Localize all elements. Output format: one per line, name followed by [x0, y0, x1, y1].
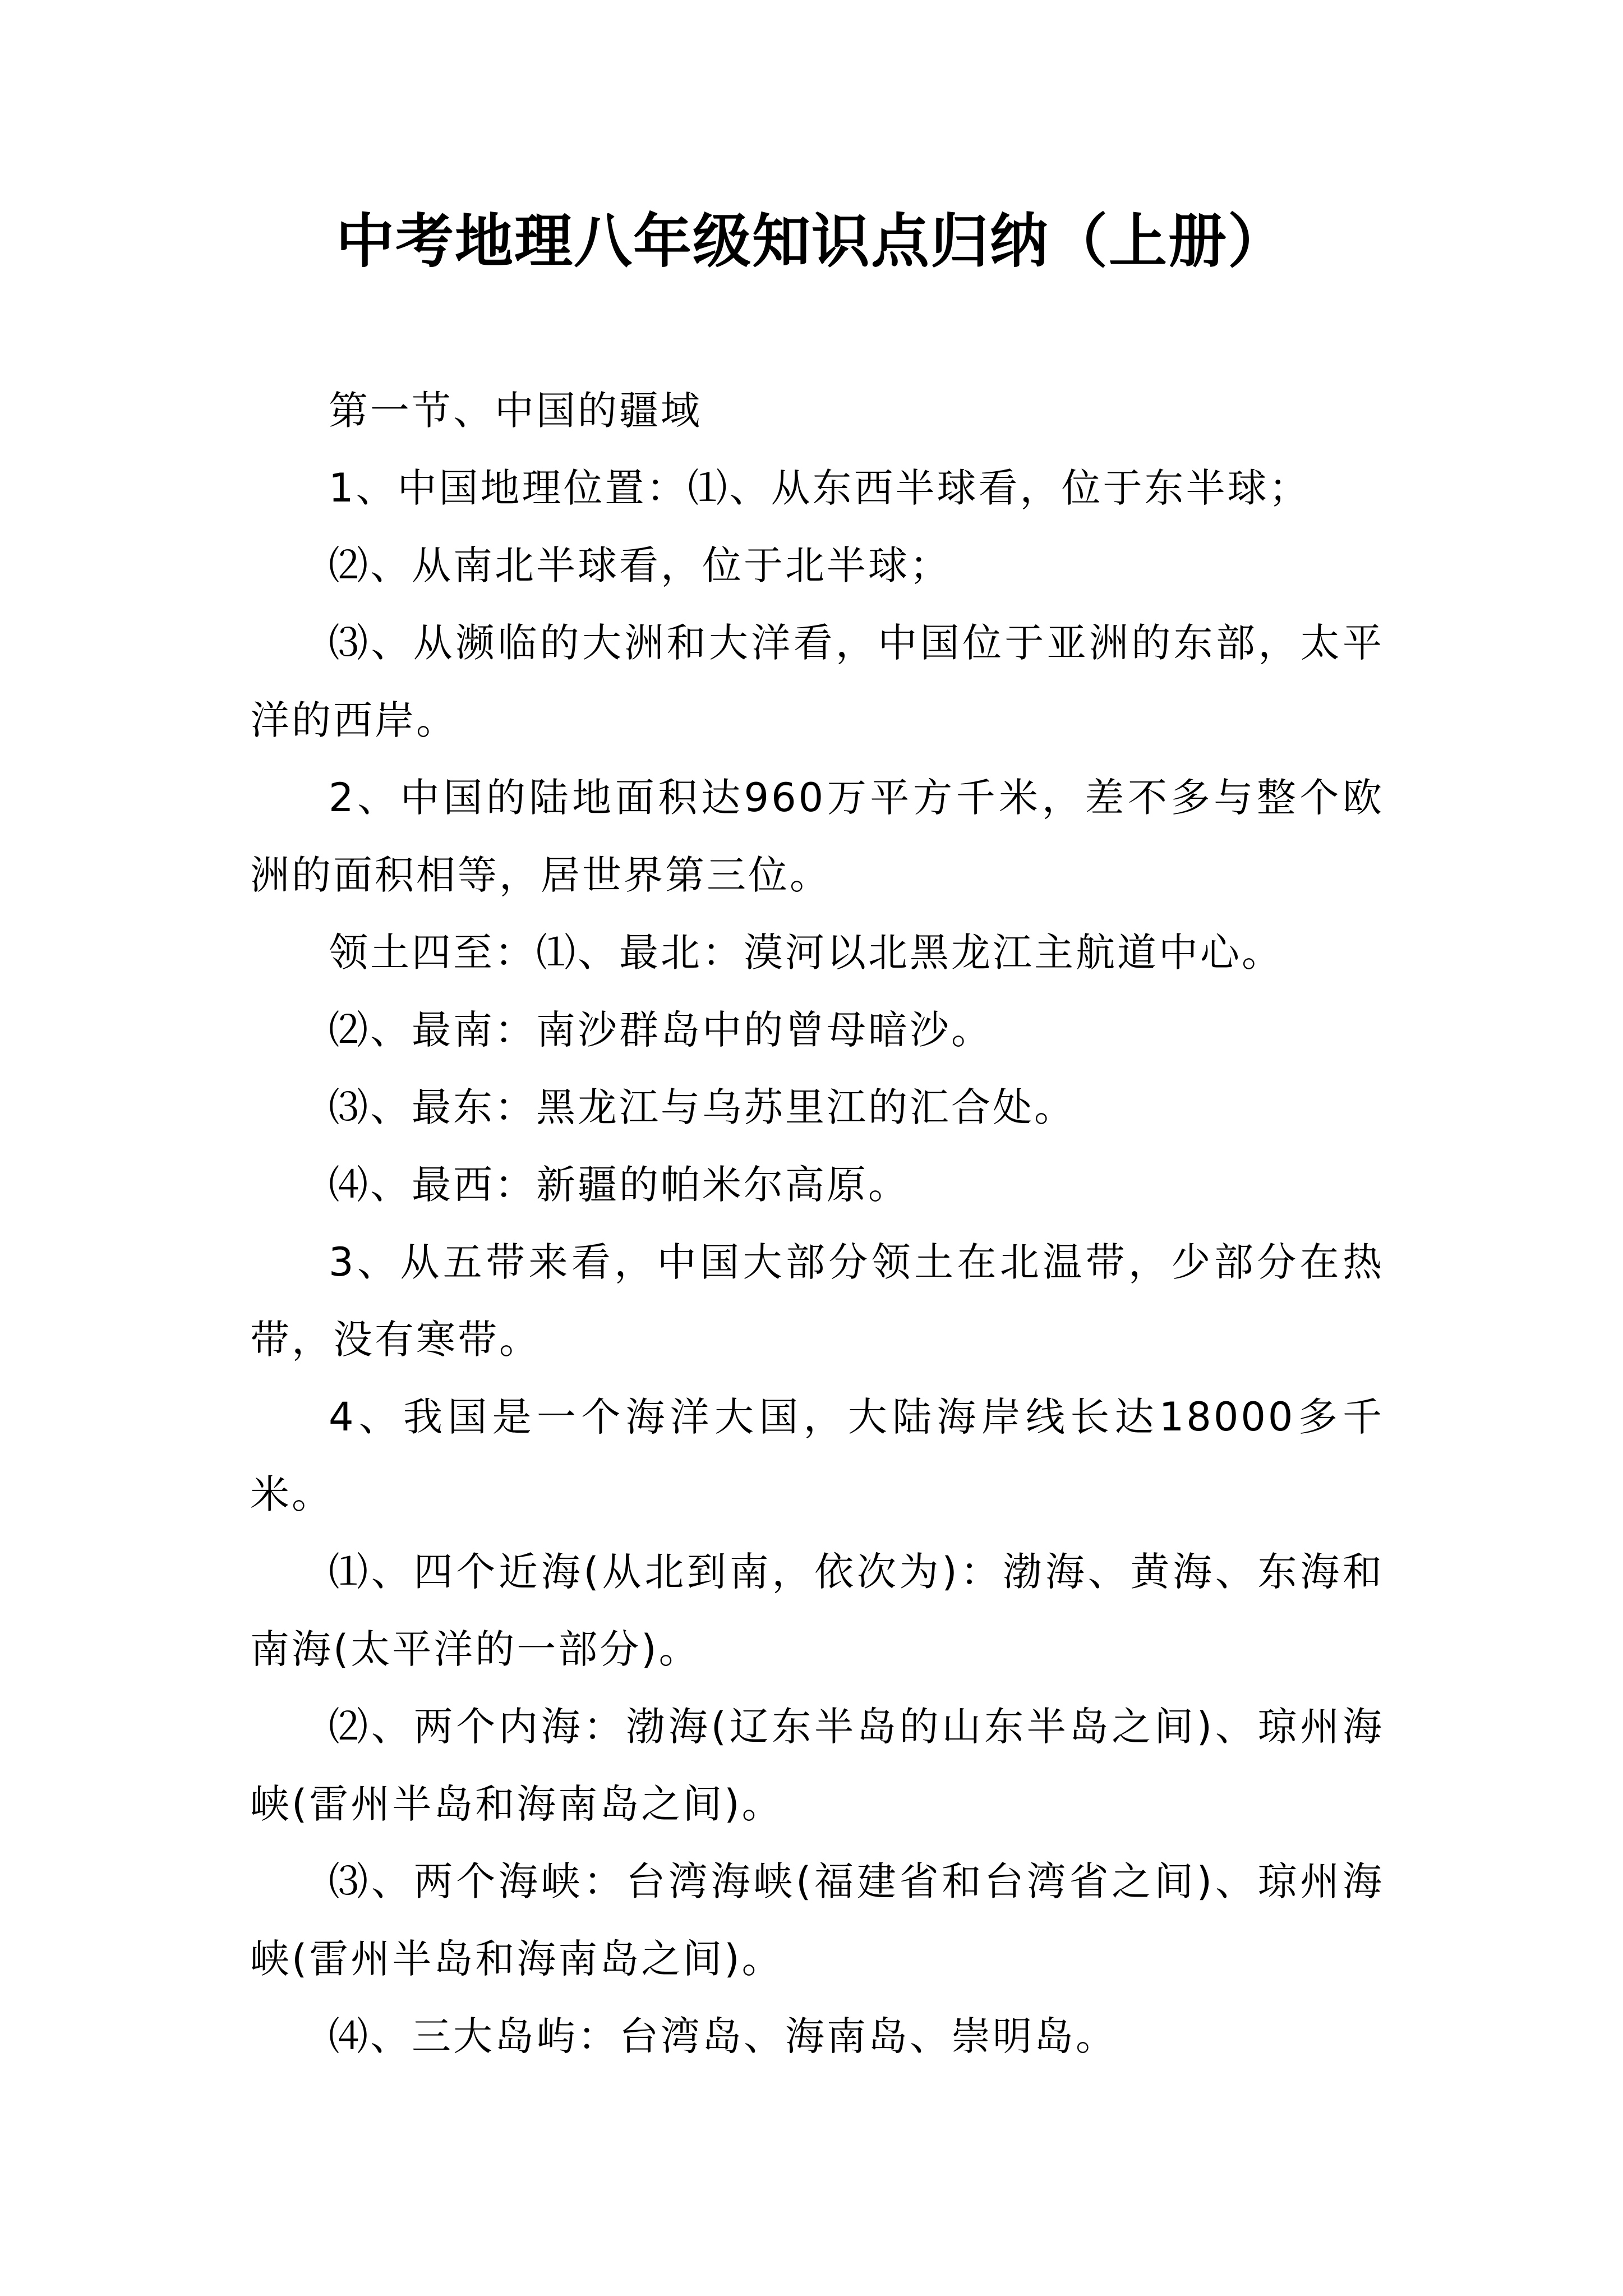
document-body — [250, 372, 1384, 2075]
paragraph: 2、中国的陆地面积达960万平方千米，差不多与整个欧洲的面积相等，居世界第三位。 — [250, 775, 1384, 898]
paragraph: ⑶、从濒临的大洲和大洋看，中国位于亚洲的东部，太平洋的西岸。 — [250, 620, 1384, 743]
paragraph: ⑴、四个近海(从北到南，依次为)：渤海、黄海、东海和南海(太平洋的一部分)。 — [250, 1549, 1384, 1672]
section-heading: 第一节、中国的疆域 — [329, 388, 702, 434]
paragraph: ⑶、最东：黑龙江与乌苏里江的汇合处。 — [329, 1084, 1076, 1130]
paragraph: 4、我国是一个海洋大国，大陆海岸线长达18000多千米。 — [250, 1394, 1384, 1517]
paragraph: 3、从五带来看，中国大部分领土在北温带，少部分在热带，没有寒带。 — [250, 1239, 1384, 1363]
paragraph: 领土四至：⑴、最北：漠河以北黑龙江主航道中心。 — [329, 930, 1283, 976]
paragraph: ⑷、最西：新疆的帕米尔高原。 — [329, 1162, 910, 1208]
paragraph: ⑵、从南北半球看，位于北半球； — [329, 542, 951, 588]
paragraph: ⑷、三大岛屿：台湾岛、海南岛、崇明岛。 — [329, 2013, 1117, 2059]
paragraph: ⑵、最南：南沙群岛中的曾母暗沙。 — [329, 1007, 993, 1053]
paragraph: ⑵、两个内海：渤海(辽东半岛的山东半岛之间)、琼州海峡(雷州半岛和海南岛之间)。 — [250, 1704, 1384, 1827]
document-title: 中考地理八年级知识点归纳（上册） — [335, 206, 1287, 275]
paragraph: ⑶、两个海峡：台湾海峡(福建省和台湾省之间)、琼州海峡(雷州半岛和海南岛之间)。 — [250, 1858, 1384, 1982]
paragraph: 1、中国地理位置：⑴、从东西半球看，位于东半球； — [329, 465, 1311, 511]
